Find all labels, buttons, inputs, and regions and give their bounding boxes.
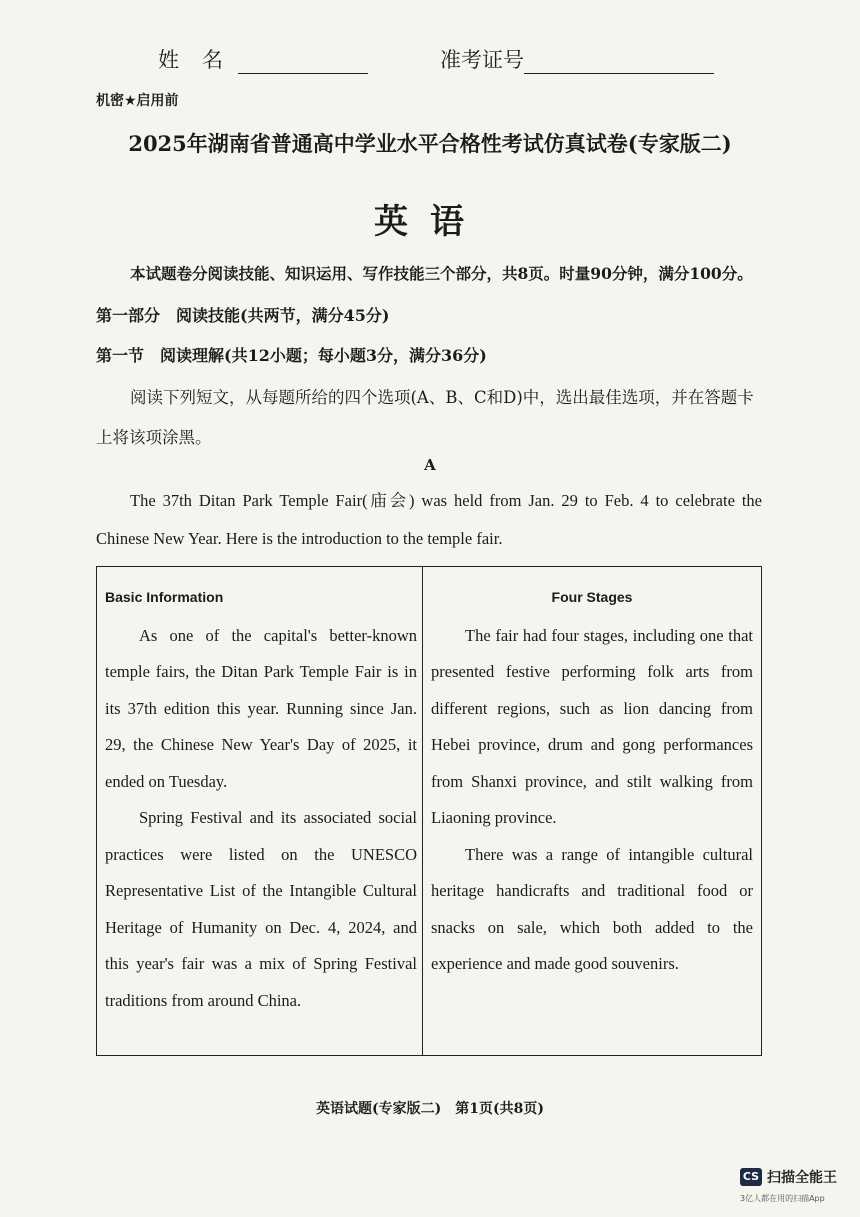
camscanner-logo-icon: CS [740, 1168, 762, 1186]
name-blank [238, 49, 368, 74]
reading-instruction: 阅读下列短文，从每题所给的四个选项(A、B、C和D)中，选出最佳选项，并在答题卡上将该项涂黑。 [96, 388, 754, 447]
candidate-name-field [158, 44, 368, 74]
scanner-app-tagline: 3亿人都在用的扫描App [740, 1194, 825, 1203]
basic-info-paragraph: As one of the capital's better-known temple fairs, the Ditan Park Temple Fair is in its 37th edition this year. Running since Jan. 29, the Chinese New Year's Day of 2025, it ended on Tuesday. [105, 625, 417, 791]
exam-id-label: 准考证号 [440, 48, 524, 72]
basic-information-heading: Basic Information [105, 589, 224, 605]
passage-letter: A [424, 456, 436, 474]
fair-info-table [96, 566, 762, 1056]
exam-id-field [440, 44, 714, 74]
confidential-mark: 机密★启用前 [96, 93, 179, 109]
table-divider [422, 567, 423, 1055]
section-one-heading: 第一节 阅读理解(共12小题；每小题3分，满分36分) [96, 346, 487, 365]
basic-info-paragraph: Spring Festival and its associated social practices were listed on the UNESCO Representative List of the Intangible Cultural Heritage of Humanity on Dec. 4, 2024, and this year's fair was a mix of Spring Festival traditions from around China. [105, 808, 417, 1010]
passage-intro-paragraph: The 37th Ditan Park Temple Fair(庙会) was held from Jan. 29 to Feb. 4 to celebrate the Chinese New Year. Here is the introduction to the temple fair. [96, 491, 762, 548]
four-stages-paragraph: There was a range of intangible cultural heritage handicrafts and traditional food or snacks on sale, which both added to the experience and made good souvenirs. [431, 844, 753, 973]
basic-information-column [105, 579, 417, 1019]
exam-id-blank [524, 49, 714, 74]
four-stages-paragraph: The fair had four stages, including one that presented festive performing folk arts from different regions, such as lion dancing from Hebei province, drum and gong performances from Shanxi province, and stilt walking from Liaoning province. [431, 625, 753, 827]
part-one-heading: 第一部分 阅读技能(共两节，满分45分) [96, 306, 390, 325]
name-label: 姓 名 [158, 48, 224, 72]
four-stages-heading: Four Stages [551, 589, 633, 605]
exam-intro: 本试题卷分阅读技能、知识运用、写作技能三个部分，共8页。时量90分钟，满分100分。 [130, 264, 753, 283]
scanner-app-name: 扫描全能王 [767, 1170, 837, 1186]
page-footer: 英语试题(专家版二) 第1页(共8页) [316, 1101, 544, 1117]
exam-title: 2025年湖南省普通高中学业水平合格性考试仿真试卷(专家版二) [128, 131, 732, 156]
subject-heading: 英语 [374, 202, 486, 242]
four-stages-column [431, 579, 753, 983]
